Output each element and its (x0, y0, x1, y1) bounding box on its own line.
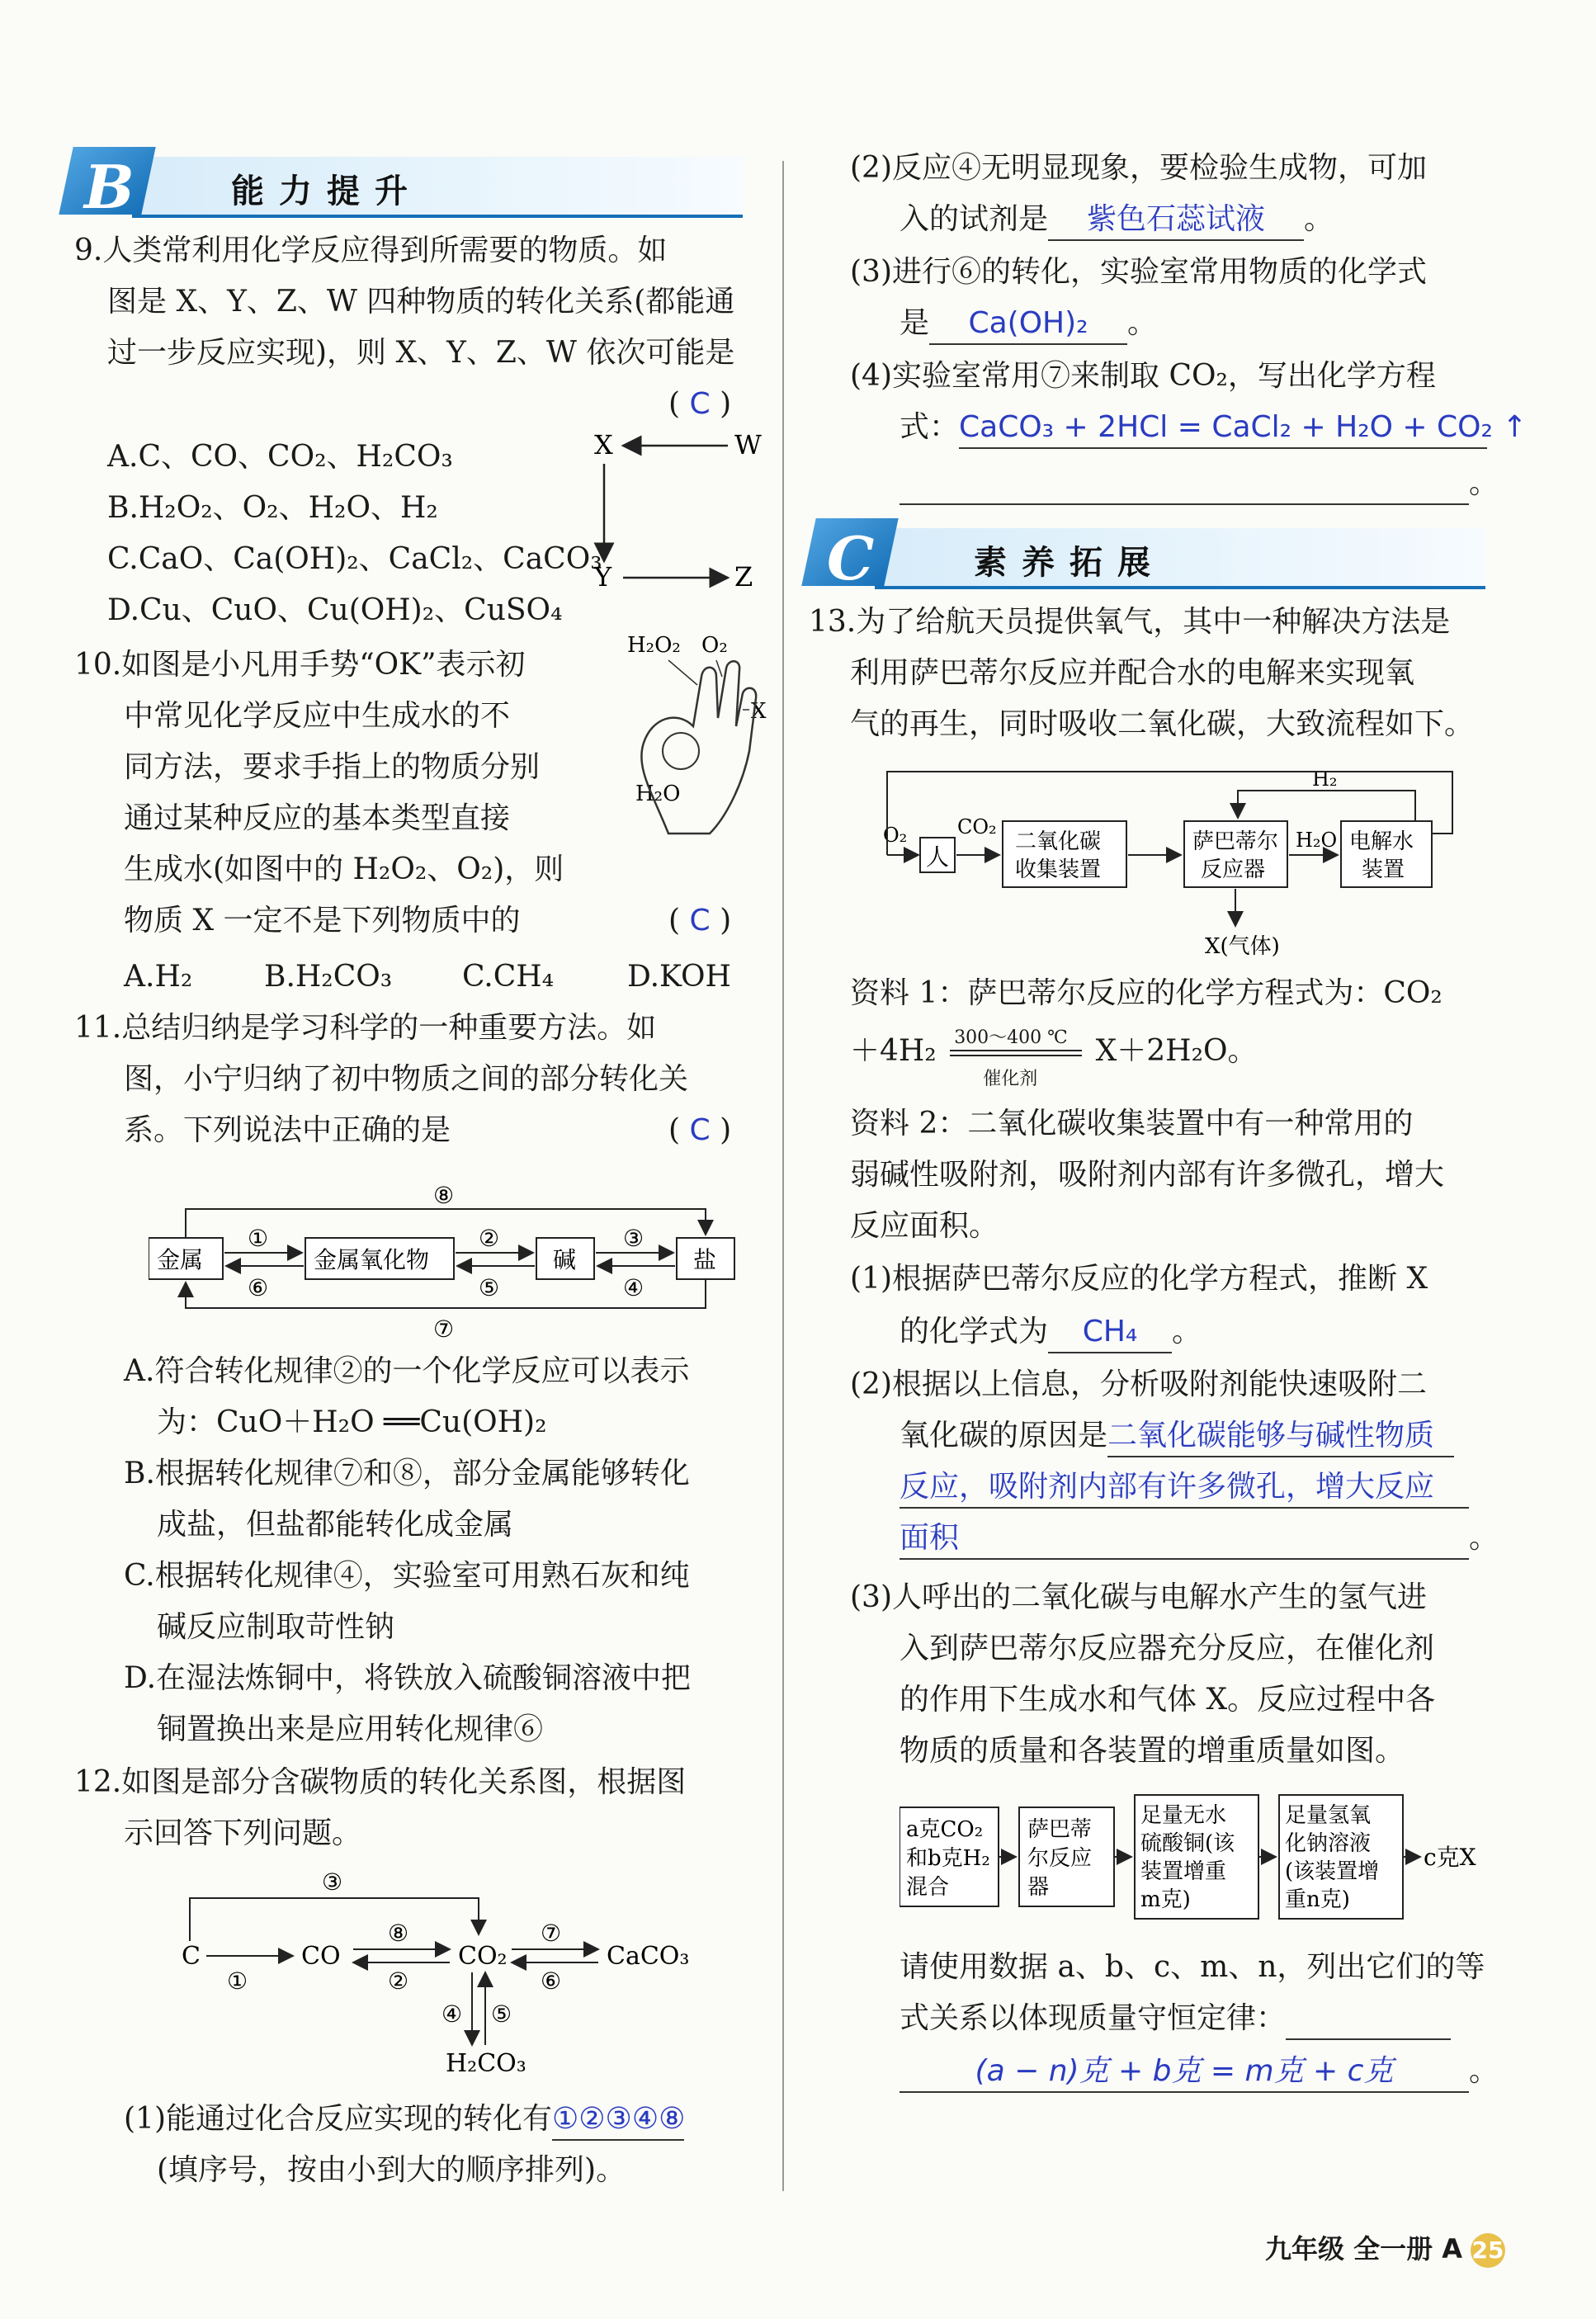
q13-p3-question1: 请使用数据 a、b、c、m、n，列出它们的等 (900, 1950, 1485, 1984)
q10-line4: 通过某种反应的基本类型直接 (124, 801, 511, 835)
q13-p2-line2: 氧化碳的原因是二氧化碳能够与碱性物质 (900, 1416, 1454, 1457)
svg-text:萨巴蒂尔: 萨巴蒂尔 (1192, 829, 1279, 854)
svg-text:重n克): 重n克) (1285, 1887, 1350, 1912)
num-6: ⑥ (541, 1967, 562, 1995)
svg-text:X(气体): X(气体) (1205, 934, 1280, 959)
q12-p1-note: (填序号，按由小到大的顺序排列)。 (157, 2153, 626, 2187)
num-4: ④ (441, 2000, 463, 2028)
q10-option-a: A.H₂ (124, 960, 193, 994)
num-3: ③ (623, 1225, 645, 1252)
num-3: ③ (322, 1868, 343, 1896)
q9-line3: 过一步反应实现)，则 X、Y、Z、W 依次可能是 (107, 336, 735, 370)
q11-line2: 图，小宁归纳了初中物质之间的部分转化关 (124, 1062, 689, 1096)
q12-p2-answer: 紫色石蕊试液 (1048, 200, 1304, 241)
num-4: ④ (623, 1274, 645, 1301)
q11-option-c2: 碱反应制取苛性钠 (157, 1610, 395, 1644)
q10-option-d: D.KOH (627, 960, 731, 994)
q11-option-b2: 成盐，但盐都能转化成金属 (157, 1508, 514, 1542)
box-metal: 金属 (157, 1246, 204, 1273)
q13-p2-line1: (2)根据以上信息，分析吸附剂能快速吸附二 (850, 1367, 1427, 1401)
q12-line1: 12.如图是部分含碳物质的转化关系图，根据图 (74, 1765, 687, 1799)
svg-text:装置: 装置 (1362, 857, 1405, 882)
q10-answer: ( C ) (668, 904, 732, 938)
num-2: ② (479, 1225, 500, 1252)
q9-option-b: B.H₂O₂、O₂、H₂O、H₂ (107, 491, 438, 525)
q13-data1-line2: ＋4H₂ 300～400 ℃ 催化剂 X＋2H₂O。 (850, 1027, 1258, 1089)
num-5: ⑤ (491, 2000, 512, 2028)
node-h2co3: H₂CO₃ (446, 2049, 526, 2078)
num-7: ⑦ (541, 1920, 562, 1947)
svg-text:混合: 混合 (906, 1875, 950, 1900)
node-z: Z (734, 561, 753, 593)
page-footer (1265, 2228, 1505, 2268)
box-base: 碱 (553, 1246, 577, 1273)
q13-data2-line2: 弱碱性吸附剂，吸附剂内部有许多微孔，增大 (850, 1158, 1445, 1192)
svg-text:化钠溶液: 化钠溶液 (1285, 1831, 1372, 1856)
section-letter: C (827, 523, 875, 593)
svg-text:H₂: H₂ (1312, 767, 1338, 791)
svg-text:尔反应: 尔反应 (1027, 1846, 1093, 1871)
q11-line1: 11.总结归纳是学习科学的一种重要方法。如 (74, 1011, 657, 1045)
q11-option-a2: 为：CuO＋H₂O ══Cu(OH)₂ (157, 1405, 547, 1439)
num-5: ⑤ (479, 1274, 500, 1301)
q12-p4-line3: 。 (900, 464, 1499, 505)
q12-p4-line2: 式：CaCO₃ + 2HCl = CaCl₂ + H₂O + CO₂ ↑ (900, 408, 1487, 449)
q11-option-d2: 铜置换出来是应用转化规律⑥ (157, 1712, 544, 1746)
q10-option-b: B.H₂CO₃ (264, 960, 393, 994)
q13-p2-answer-2: 反应，吸附剂内部有许多微孔，增大反应 (900, 1467, 1469, 1509)
node-co: CO (301, 1942, 341, 1971)
section-title: 能力提升 (231, 172, 423, 210)
q9-option-a: A.C、CO、CO₂、H₂CO₃ (107, 440, 453, 474)
q13-p1-line1: (1)根据萨巴蒂尔反应的化学方程式，推断 X (850, 1262, 1428, 1296)
svg-text:电解水: 电解水 (1349, 829, 1414, 854)
q12-p1: (1)能通过化合反应实现的转化有①②③④⑧ (124, 2099, 684, 2141)
q13-line2: 利用萨巴蒂尔反应并配合水的电解来实现氧 (850, 656, 1415, 690)
svg-text:萨巴蒂: 萨巴蒂 (1027, 1817, 1093, 1842)
svg-text:足量氢氧: 足量氢氧 (1285, 1803, 1372, 1828)
node-co2: CO₂ (458, 1942, 508, 1971)
q12-p4-answer: CaCO₃ + 2HCl = CaCl₂ + H₂O + CO₂ ↑ (959, 408, 1487, 449)
svg-text:CO₂: CO₂ (957, 815, 997, 838)
q13-p2-answer-3: 面积 (900, 1518, 1469, 1560)
q11-option-b1: B.根据转化规律⑦和⑧，部分金属能够转化 (124, 1457, 690, 1490)
svg-text:H₂O: H₂O (1296, 829, 1338, 852)
num-7: ⑦ (433, 1315, 455, 1343)
q13-data2-line1: 资料 2：二氧化碳收集装置中有一种常用的 (850, 1107, 1414, 1141)
node-c: C (182, 1942, 201, 1971)
q13-p3-line4: 物质的质量和各装置的增重质量如图。 (900, 1734, 1405, 1768)
page-number: 25 (1471, 2233, 1505, 2268)
q12-p2-line1: (2)反应④无明显现象，要检验生成物，可加 (850, 151, 1427, 185)
svg-text:器: 器 (1027, 1875, 1050, 1900)
q11-answer: ( C ) (668, 1113, 732, 1147)
q9-line1: 9.人类常利用化学反应得到所需要的物质。如 (74, 234, 668, 267)
q13-p2-line3 (900, 1467, 1469, 1509)
q12-p1-answer: ①②③④⑧ (552, 2099, 684, 2141)
label-x: X (751, 699, 767, 724)
node-x: X (594, 429, 613, 460)
label-o2: O₂ (701, 633, 728, 658)
q10-line6: 物质 X 一定不是下列物质中的 (124, 904, 521, 938)
q10-line5: 生成水(如图中的 H₂O₂、O₂)，则 (124, 853, 564, 886)
q10-option-c: C.CH₄ (462, 960, 555, 994)
q13-line3: 气的再生，同时吸收二氧化碳，大致流程如下。 (850, 707, 1475, 741)
num-8: ⑧ (433, 1182, 455, 1209)
q13-flow-diagram (883, 767, 1461, 966)
q12-p3-line2: 是 Ca(OH)₂ 。 (900, 304, 1157, 345)
q11-line3: 系。下列说法中正确的是 (124, 1113, 451, 1147)
q10-line3: 同方法，要求手指上的物质分别 (124, 750, 541, 784)
ok-hand-diagram (619, 627, 784, 850)
q13-mass-diagram (900, 1791, 1510, 1931)
q13-p3-question2: 式关系以体现质量守恒定律： (900, 1999, 1451, 2040)
svg-text:m克): m克) (1140, 1887, 1191, 1912)
q12-p3-line1: (3)进行⑥的转化，实验室常用物质的化学式 (850, 255, 1427, 289)
svg-text:a克CO₂: a克CO₂ (906, 1817, 984, 1842)
num-2: ② (388, 1967, 409, 1995)
q9-line2: 图是 X、Y、Z、W 四种物质的转化关系(都能通 (107, 285, 735, 319)
section-b-header (66, 152, 743, 222)
q13-data2-line3: 反应面积。 (850, 1209, 999, 1243)
label-h2o: H₂O (635, 782, 681, 806)
section-title: 素养拓展 (974, 544, 1165, 582)
q13-line1: 13.为了给航天员提供氧气，其中一种解决方法是 (809, 605, 1451, 639)
q12-p3-answer: Ca(OH)₂ (929, 304, 1127, 345)
box-salt: 盐 (693, 1246, 717, 1273)
node-caco3: CaCO₃ (607, 1942, 690, 1971)
svg-text:装置增重: 装置增重 (1140, 1859, 1227, 1884)
footer-text: 九年级 全一册 A (1264, 2233, 1462, 2265)
section-c-header (809, 523, 1485, 593)
q12-p4-line1: (4)实验室常用⑦来制取 CO₂，写出化学方程 (850, 359, 1436, 393)
q13-p1-line2: 的化学式为 CH₄ 。 (900, 1312, 1202, 1353)
svg-text:c克X: c克X (1424, 1844, 1476, 1871)
q9-answer: ( C ) (668, 387, 732, 421)
svg-text:O₂: O₂ (883, 824, 908, 847)
q13-p3-line2: 入到萨巴蒂尔反应器充分反应，在催化剂 (900, 1632, 1435, 1665)
q13-p3-answer-line: (a − n)克 + b克 = m克 + c克 。 (900, 2052, 1499, 2093)
q12-diagram (173, 1865, 701, 2080)
box-metal-oxide: 金属氧化物 (314, 1246, 430, 1273)
q13-p3-answer: (a − n)克 + b克 = m克 + c克 (900, 2052, 1469, 2093)
q13-p1-answer: CH₄ (1048, 1312, 1172, 1353)
q10-line1: 10.如图是小凡用手势“OK”表示初 (74, 648, 526, 682)
q13-data1-line1: 资料 1：萨巴蒂尔反应的化学方程式为：CO₂ (850, 976, 1443, 1010)
q13-p2-answer-1: 二氧化碳能够与碱性物质 (1107, 1416, 1454, 1457)
node-w: W (734, 429, 762, 460)
q11-option-a1: A.符合转化规律②的一个化学反应可以表示 (124, 1354, 690, 1388)
svg-text:反应器: 反应器 (1201, 857, 1266, 882)
reaction-condition: 300～400 ℃ 催化剂 (946, 1037, 1086, 1070)
q11-option-d1: D.在湿法炼铜中，将铁放入硫酸铜溶液中把 (124, 1661, 692, 1695)
num-1: ① (248, 1225, 269, 1252)
q13-p3-line1: (3)人呼出的二氧化碳与电解水产生的氢气进 (850, 1580, 1427, 1614)
q9-diagram (586, 429, 767, 594)
q9-option-c: C.CaO、Ca(OH)₂、CaCl₂、CaCO₃ (107, 542, 602, 576)
section-letter: B (84, 152, 135, 222)
label-h2o2: H₂O₂ (627, 633, 681, 658)
svg-text:收集装置: 收集装置 (1015, 857, 1102, 882)
q12-p2-line2: 入的试剂是 紫色石蕊试液 。 (900, 200, 1334, 241)
svg-text:足量无水: 足量无水 (1140, 1803, 1227, 1828)
num-8: ⑧ (388, 1920, 409, 1947)
num-6: ⑥ (248, 1274, 269, 1301)
column-divider (782, 161, 784, 2191)
svg-text:硫酸铜(该: 硫酸铜(该 (1140, 1831, 1235, 1856)
q12-line2: 示回答下列问题。 (124, 1816, 362, 1850)
q11-option-c1: C.根据转化规律④，实验室可用熟石灰和纯 (124, 1559, 690, 1593)
svg-text:和b克H₂: 和b克H₂ (906, 1846, 990, 1871)
q13-p3-line3: 的作用下生成水和气体 X。反应过程中各 (900, 1683, 1436, 1717)
svg-text:(该装置增: (该装置增 (1285, 1859, 1380, 1884)
num-1: ① (227, 1967, 248, 1995)
q9-option-d: D.Cu、CuO、Cu(OH)₂、CuSO₄ (107, 593, 563, 627)
person-box: 人 (926, 843, 950, 871)
node-y: Y (594, 561, 612, 593)
q11-diagram (149, 1172, 743, 1345)
q10-line2: 中常见化学反应中生成水的不 (124, 699, 511, 733)
q13-p2-line4: 面积 。 (900, 1518, 1499, 1560)
svg-text:二氧化碳: 二氧化碳 (1015, 829, 1102, 854)
